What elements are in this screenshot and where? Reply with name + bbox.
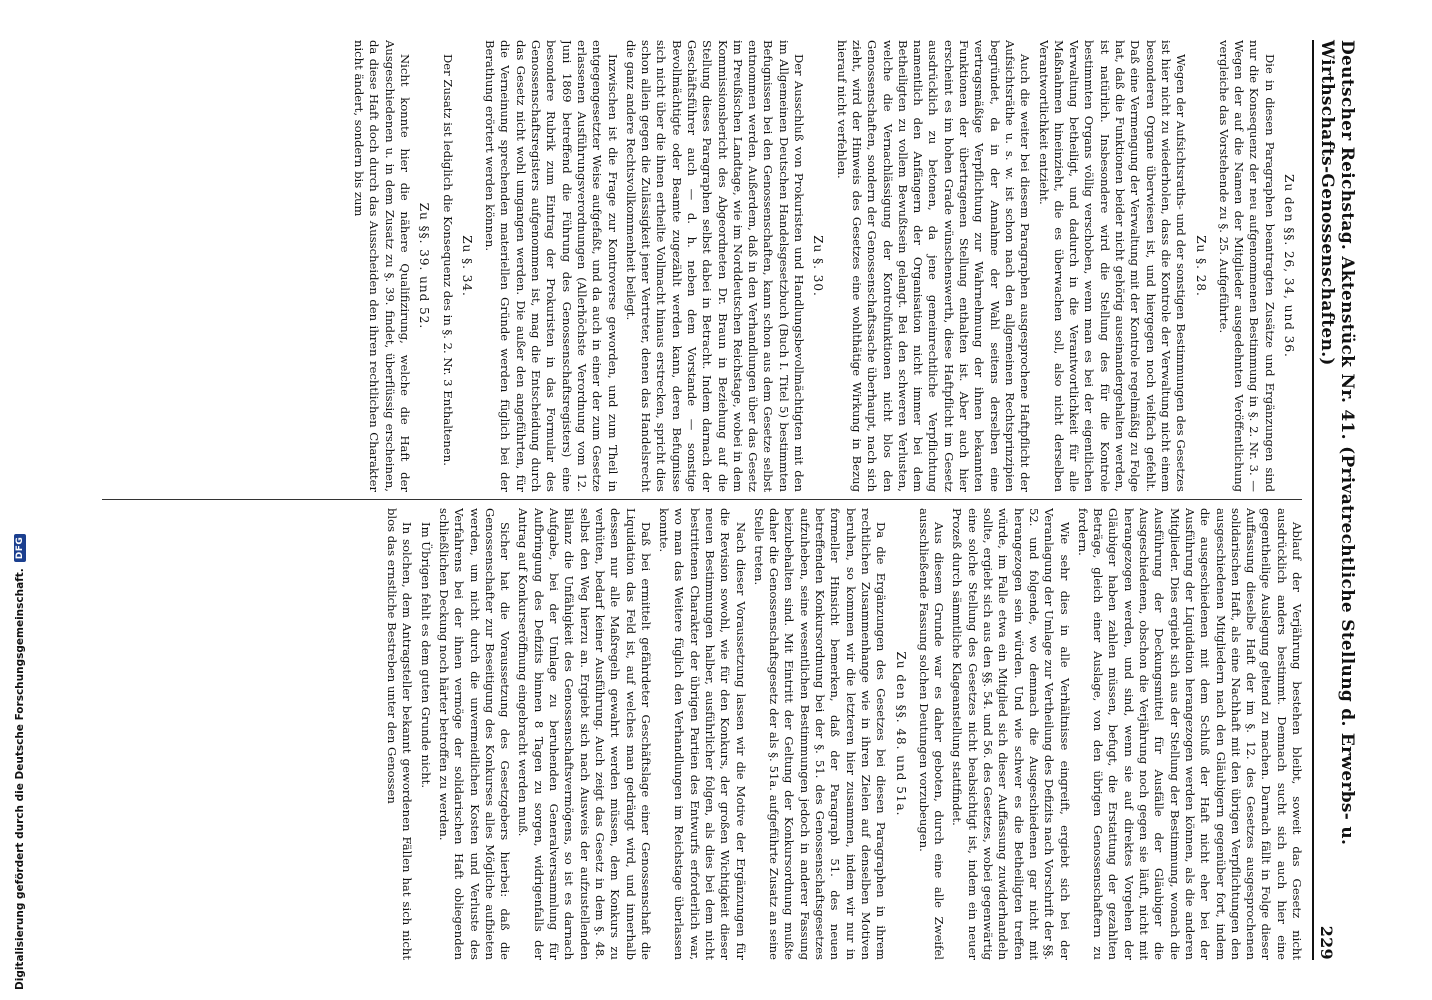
column-divider bbox=[102, 499, 1302, 500]
paragraph: Daß bei ermittelt gefährdeter Geschäftslage einer Genossenschaft die Liquidation das Feld ist, auf welches man gedrängt wird, und innerhalb dessen nur alle Maßregeln gewahrt werden müssen, dem Konkurs zu verhüten, bedarf keiner Ausführung. Auch zeigt das Gesetz in dem §. 48. selbst den Weg hierzu an. Ergiebt sich nach Ausweis der aufzustellenden Bilanz die Unfähigkeit des Genossenschaftsvermögens, so ist es darnach Aufgabe, bei der Umlage zu beruhenden Generalversammlung für Aufbringung des Defizits binnen 8 Tagen zu sorgen, widrigenfalls der Antrag auf Konkurseröffnung eingebracht werden muß. bbox=[516, 508, 653, 960]
section-heading: Zu §. 34. bbox=[459, 235, 474, 297]
paragraph: Die in diesen Paragraphen beantragten Zusätze und Ergänzungen sind nur die Konsequenz der neu aufgenommenen Bestimmung in §. 2. Nr. 3. — Wegen der auf die Namen der Mitglieder ausgedehnten Veröffentlichung vergleiche das Vorstehende zu §. 25. Aufgeführte. bbox=[1216, 40, 1277, 492]
document-page bbox=[46, 0, 1366, 1000]
page-number: 229 bbox=[1317, 925, 1336, 960]
right-column bbox=[64, 508, 1304, 960]
section-heading: Zu §§. 39. und 52. bbox=[417, 202, 432, 330]
funding-note: Digitalisierung gefördert durch die Deutsche Forschungsgemeinschaft. bbox=[14, 568, 26, 990]
paragraph: Der Ausschluß von Prokuristen und Handlungsbevollmächtigten mit den im Allgemeinen Deutschen Handelsgesetzbuch (Buch I. Titel 5) bestimmten Befugnissen bei den Genossenschaften, kann schon aus dem Gesetze selbst entnommen werden. Außerdem, daß in den Verhandlungen über das Gesetz im Preußischen Landtage, wie im Norddeutschen Reichstage, wobei in dem Kommissionsbericht des Abgeordneten Dr. Braun in Beziehung auf die Stellung dieses Paragraphen selbst dabei in Betracht. Indem darnach der Geschäftsführer auch — d. h. neben dem Vorstande — sonstige Bevollmächtigte oder Beamte zugezählt werden kann, deren Befugnisse sich nicht über die ihnen ertheilte Vollmacht hinaus erstrecken, spricht dies schon allein gegen die Zulässigkeit jener Vertreter, denen das Handelsrecht die ganz andere Rechtsvollkommenheit beilegt. bbox=[623, 40, 807, 492]
paragraph: Auch die weiter bei diesem Paragraphen ausgesprochene Haftpflicht der Aufsichtsräthe u. s. w. ist schon nach den allgemeinen Rechtsprinzipien begründet, da in der Annahme der Wahl seitens derselben eine vertragsmäßige Verpflichtung zur Wahrnehmung der ihnen bekannten Funktionen der übertragenen Stellung enthalten ist. Aber auch hier erscheint es im hohen Grade wünschenswerth, diese Haftpflicht im Gesetz ausdrücklich zu betonen, da jene gemeinrechtliche Verpflichtung namentlich den Anfängern der Organisation nicht immer bei dem Betheiligten zu vollem Bewußtsein gelangt. Bei den schweren Verlusten, welche die Vernachlässigung der Kontrolfunktionen nicht blos den Genossenschaften, sondern der Genossenschaftssache überhaupt, nach sich zieht, wird der Hinweis des Gesetzes eine wohlthätige Wirkung in Bezug hierauf nicht verfehlen. bbox=[834, 40, 1033, 492]
page-header bbox=[1312, 40, 1357, 960]
paragraph: Wegen der Aufsichtsraths- und der sonstigen Bestimmungen des Gesetzes ist hier nicht zu wiederholen, dass die Kontrole der Verwaltung nicht einem besonderen Organe überwiesen ist, und hiergegen noch vielfach gefehlt. Daß eine Vermengung der Verwaltung mit der Kontrole regelmäßig zu Folge hat, daß die Funktionen beider nicht gehörig auseinandergehalten werden, ist natürlich. Insbesondere wird die Stellung des für die Kontrole bestimmten Organs völlig verschoben, wenn man es bei der eigentlichen Verwaltung betheiligt, und dadurch in die Verantwortlichkeit für alle Maßnahmen hineinzieht, die es überwachen soll, also nicht derselben Verantwortlichkeit entzieht. bbox=[1036, 40, 1189, 492]
paragraph: Wie sehr dies in alle Verhältnisse eingreift, ergiebt sich bei der Veranlagung der Umlage zur Vertheilung des Defizits nach Vorschrift der §§. 52. und folgende, wo demnach die Ausgeschiedenen gar nicht mit herangezogen sein würden. Und wie schwer es die Betheiligten treffen würde, im Falle etwa ein Mitglied sich dieser Auffassung zuwiderhandeln sollte, ergiebt sich aus den §§. 54. und 56. des Gesetzes, wobei gegenwärtig eine solche Stellung des Gesetzes nicht beabsichtigt ist, indem ein neuer Prozeß durch sämmtliche Klageanstellung stattfindet. bbox=[950, 508, 1072, 960]
section-heading: Zu den §§. 26, 34, und 36. bbox=[1282, 174, 1296, 358]
paragraph: Der Zusatz ist lediglich die Konsequenz des in §. 2. Nr. 3 Enthaltenen. bbox=[440, 54, 455, 466]
running-title: Deutscher Reichstag. Aktenstück Nr. 41. (Privatrechtliche Stellung d. Erwerbs- u. Wirthschafts-Genossenschaften.) bbox=[1317, 40, 1357, 846]
paragraph: Im Übrigen fehlt es dem guten Grunde nicht. bbox=[418, 522, 433, 789]
digitization-footer bbox=[0, 0, 28, 1000]
section-heading: Zu den §§. 48. und 51a. bbox=[893, 651, 908, 817]
paragraph: In solchen, dem Antragsteller bekannt gewordenen Fällen hat sich nicht blos das ernstliche Bestreben unter den Genossen bbox=[385, 508, 415, 960]
paragraph: Inzwischen ist die Frage zur Kontroverse geworden, und zum Theil in entgegengesetzter Weise aufgefaßt, und da auch in einer der zum Gesetze erlassenen Ausführungsverordnungen (Allerhöchste Verordnung vom 12. Juni 1869 betreffend die Führung des Genossenschaftsregisters) eine besondere Rubrik zum Eintrag der Prokuristen in das Formular des Genossenschaftsregisters aufgenommen ist, mag die Entscheidung durch das Gesetz nicht wohl umgangen werden. Die außer den angeführten, für die Verneinung sprechenden materiellen Gründe werden füglich bei der Berathung erörtert werden können. bbox=[483, 40, 620, 492]
paragraph: Aus diesem Grunde war es daher geboten, durch eine alle Zweifel ausschließende Fassung solchen Deutungen vorzubeugen. bbox=[916, 508, 947, 960]
dfg-logo: DFG bbox=[14, 534, 26, 563]
paragraph: Ablauf der Verjährung bestehen bleibt, soweit das Gesetz nicht ausdrücklich anders bestimmt. Demnach sucht sich auch hier eine gegentheilige Auslegung geltend zu machen. Darnach fällt in Folge dieser Auffassung dieselbe Haft der im §. 12. des Gesetzes ausgesprochenen solidarischen Haft, als eine Nachhaft mit den übrigen Verpflichtungen den ausgeschiedenen Mitgliedern nach den Gläubigern gegenüber fort, indem die ausgeschiedenen mit dem Schluß der Haft nicht eher bei der Ausführung der Liquidation herangezogen werden können, als die anderen Mitglieder. Dies ergiebt sich aus der Stellung der Bestimmung, wonach die Ausführung der Deckungsmittel für Ausfälle der Gläubiger die Ausgeschiedenen, obschon die Verjährung noch gegen sie läuft, nicht mit herangezogen werden, und sind, wenn sie auf direktes Vorgehen der Gläubiger haben zahlen müssen, befugt, die Erstattung der gezahlten Beträge, gleich einer Auslage, von den übrigen Genossenschaftern zu fordern. bbox=[1075, 508, 1304, 960]
paragraph: Nicht konnte hier die nähere Qualifizirung, welche die Haft der Ausgeschiedenen u. in dem Zusatz zu §. 39. findet, überflüssig erscheinen, da diese Haft doch durch das Ausscheiden den ihren rechtlichen Charakter nicht ändert, sondern bis zum bbox=[352, 40, 412, 492]
section-heading: Zu §. 30. bbox=[811, 235, 826, 297]
paragraph: Nach dieser Voraussetzung lassen wir die Motive der Ergänzungen für die Revision sowohl, wie für den Konkurs, der großen Wichtigkeit dieser neuen Bestimmungen halber, ausführlicher folgen, als dies bei dem nicht bestrittenen Charakter der übrigen Partien des Entwurfs erforderlich war, wo man das Weitere füglich den Verhandlungen im Reichstage überlassen konnte. bbox=[657, 508, 748, 960]
section-heading: Zu §. 28. bbox=[1193, 235, 1208, 297]
paragraph: Da die Ergänzungen des Gesetzes bei diesen Paragraphen in ihrem rechtlichen Zusammenhange wie in ihren Zielen auf denselben Motiven beruhen, so kommen wir die letzteren hier zusammen, indem wir nur in formeller Hinsicht bemerken, daß der Paragraph 51. des neuen betreffenden Konkursordnung bei der §. 51. des Genossenschaftsgesetzes aufzuheben, seine wesentlichen Bestimmungen jedoch in anderer Fassung beizubehalten sind. Mit Eintritt der Geltung der Konkursordnung mußte daher die Genossenschaftsgesetz der als §. 51a. aufgeführte Zusatz an seine Stelle treten. bbox=[751, 508, 889, 960]
paragraph: Sicher hat die Voraussetzung des Gesetzgebers hierbei: daß die Genossenschafter zur Beseitigung des Konkurses alles Mögliche aufbieten werden, um nicht durch die unvermeidlichen Kosten und Verluste des Verfahrens bei der ihnen vermöge der solidarischen Haft obliegenden schließlichen Deckung noch härter betroffen zu werden. bbox=[436, 508, 513, 960]
left-column bbox=[64, 40, 1304, 492]
